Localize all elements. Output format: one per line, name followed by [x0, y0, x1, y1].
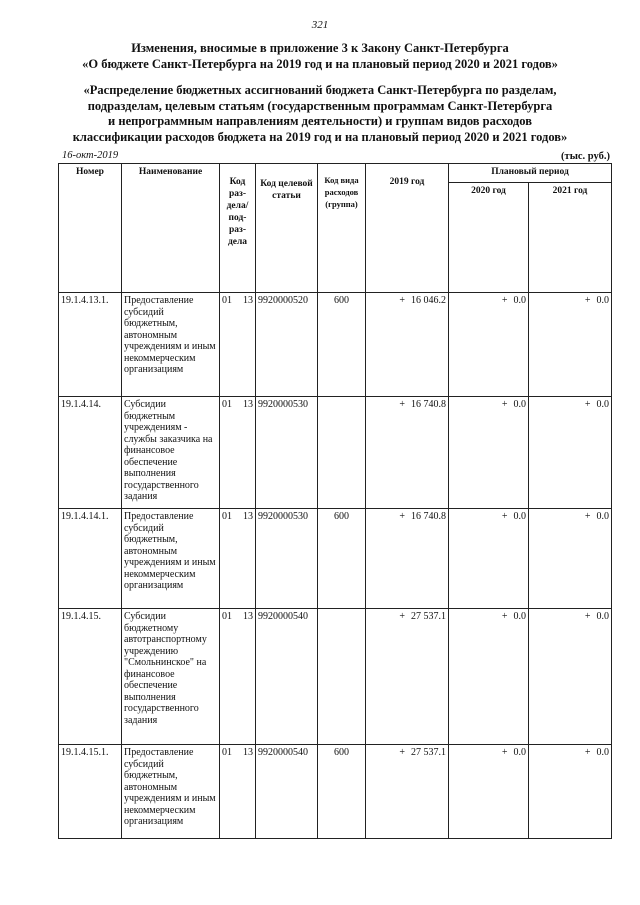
row-name: Предоставление субсидий бюджетным, автономным учреждениям и иным некоммерческим организациям	[122, 509, 220, 609]
value-2020: 0.0	[513, 399, 526, 410]
header-section: Код раз-дела/ под-раз-дела	[220, 164, 256, 293]
sign: +	[501, 295, 508, 306]
value-2020: 0.0	[513, 295, 526, 306]
document-title	[40, 40, 600, 72]
table-row	[59, 509, 612, 609]
table-row	[59, 609, 612, 745]
subtitle-line: и непрограммным направлениям деятельности) и группам видов расходов	[108, 114, 532, 128]
row-type	[318, 397, 366, 509]
sign: +	[501, 511, 508, 522]
row-2019	[366, 609, 449, 745]
value-2019: 16 740.8	[411, 511, 446, 522]
value-2019: 27 537.1	[411, 747, 446, 758]
row-target: 9920000520	[256, 293, 318, 397]
value-2020: 0.0	[513, 511, 526, 522]
sign: +	[399, 611, 405, 622]
row-target: 9920000530	[256, 509, 318, 609]
title-line: Изменения, вносимые в приложение 3 к Закону Санкт-Петербурга	[131, 41, 509, 55]
row-type: 600	[318, 293, 366, 397]
row-2020	[449, 609, 529, 745]
header-2020: 2020 год	[449, 183, 529, 293]
document-date: 16-окт-2019	[62, 150, 119, 161]
row-name: Субсидии бюджетному автотранспортному учреждению "Смольнинское" на финансовое обеспечение выполнения государственного задания	[122, 609, 220, 745]
header-number: Номер	[59, 164, 122, 293]
row-number: 19.1.4.13.1.	[59, 293, 122, 397]
value-2021: 0.0	[596, 399, 609, 410]
value-2021: 0.0	[596, 295, 609, 306]
row-section	[220, 293, 256, 397]
sign: +	[399, 747, 405, 758]
row-section	[220, 509, 256, 609]
row-type	[318, 609, 366, 745]
razdel: 01	[222, 611, 232, 622]
row-2019	[366, 745, 449, 839]
value-2019: 16 046.2	[411, 295, 446, 306]
podrazdel: 13	[243, 399, 253, 410]
row-2020	[449, 293, 529, 397]
row-2021	[529, 745, 612, 839]
podrazdel: 13	[243, 295, 253, 306]
row-2019	[366, 509, 449, 609]
document-subtitle	[40, 83, 600, 145]
header-2019: 2019 год	[366, 164, 449, 293]
row-type: 600	[318, 509, 366, 609]
subtitle-line: подразделам, целевым статьям (государственным программам Санкт-Петербурга	[87, 98, 553, 113]
units-label: (тыс. руб.)	[561, 151, 610, 162]
sign: +	[501, 747, 508, 758]
sign: +	[584, 747, 591, 758]
header-type: Код вида расходов (группа)	[318, 164, 366, 293]
row-name: Предоставление субсидий бюджетным, автономным учреждениям и иным некоммерческим организациям	[122, 293, 220, 397]
title-line: «О бюджете Санкт-Петербурга на 2019 год и на плановый период 2020 и 2021 годов»	[82, 57, 558, 71]
row-target: 9920000540	[256, 609, 318, 745]
razdel: 01	[222, 747, 232, 758]
page-number: 321	[311, 19, 329, 31]
row-name: Субсидии бюджетным учреждениям - службы заказчика на финансовое обеспечение выполнения государственного задания	[122, 397, 220, 509]
sign: +	[399, 399, 405, 410]
header-name: Наименование	[122, 164, 220, 293]
row-name: Предоставление субсидий бюджетным, автономным учреждениям и иным некоммерческим организациям	[122, 745, 220, 839]
value-2021: 0.0	[596, 511, 609, 522]
table-row	[59, 745, 612, 839]
razdel: 01	[222, 511, 232, 522]
row-number: 19.1.4.15.1.	[59, 745, 122, 839]
value-2019: 27 537.1	[411, 611, 446, 622]
sign: +	[584, 399, 591, 410]
sign: +	[501, 399, 508, 410]
table-header-row	[59, 164, 612, 183]
row-type: 600	[318, 745, 366, 839]
row-2020	[449, 745, 529, 839]
header-target: Код целевой статьи	[256, 164, 318, 293]
row-number: 19.1.4.15.	[59, 609, 122, 745]
sign: +	[399, 511, 405, 522]
row-section	[220, 745, 256, 839]
row-target: 9920000530	[256, 397, 318, 509]
value-2021: 0.0	[596, 747, 609, 758]
header-planned-period: Плановый период	[449, 164, 612, 183]
row-section	[220, 397, 256, 509]
table-row	[59, 397, 612, 509]
razdel: 01	[222, 399, 232, 410]
podrazdel: 13	[243, 747, 253, 758]
header-2021: 2021 год	[529, 183, 612, 293]
sign: +	[584, 611, 591, 622]
row-2021	[529, 609, 612, 745]
row-2019	[366, 293, 449, 397]
row-2021	[529, 293, 612, 397]
value-2021: 0.0	[596, 611, 609, 622]
sign: +	[584, 295, 591, 306]
value-2020: 0.0	[513, 611, 526, 622]
subtitle-line: классификации расходов бюджета на 2019 год и на плановый период 2020 и 2021 годов»	[72, 129, 568, 144]
row-2021	[529, 397, 612, 509]
row-target: 9920000540	[256, 745, 318, 839]
row-2019	[366, 397, 449, 509]
value-2019: 16 740.8	[411, 399, 446, 410]
row-section	[220, 609, 256, 745]
table-row	[59, 293, 612, 397]
razdel: 01	[222, 295, 232, 306]
sign: +	[501, 611, 508, 622]
row-number: 19.1.4.14.1.	[59, 509, 122, 609]
subtitle-line: «Распределение бюджетных ассигнований бюджета Санкт-Петербурга по разделам,	[83, 83, 557, 97]
sign: +	[399, 295, 405, 306]
sign: +	[584, 511, 591, 522]
row-2020	[449, 509, 529, 609]
row-2020	[449, 397, 529, 509]
podrazdel: 13	[243, 511, 253, 522]
value-2020: 0.0	[513, 747, 526, 758]
row-2021	[529, 509, 612, 609]
podrazdel: 13	[243, 611, 253, 622]
budget-table	[58, 163, 612, 839]
row-number: 19.1.4.14.	[59, 397, 122, 509]
